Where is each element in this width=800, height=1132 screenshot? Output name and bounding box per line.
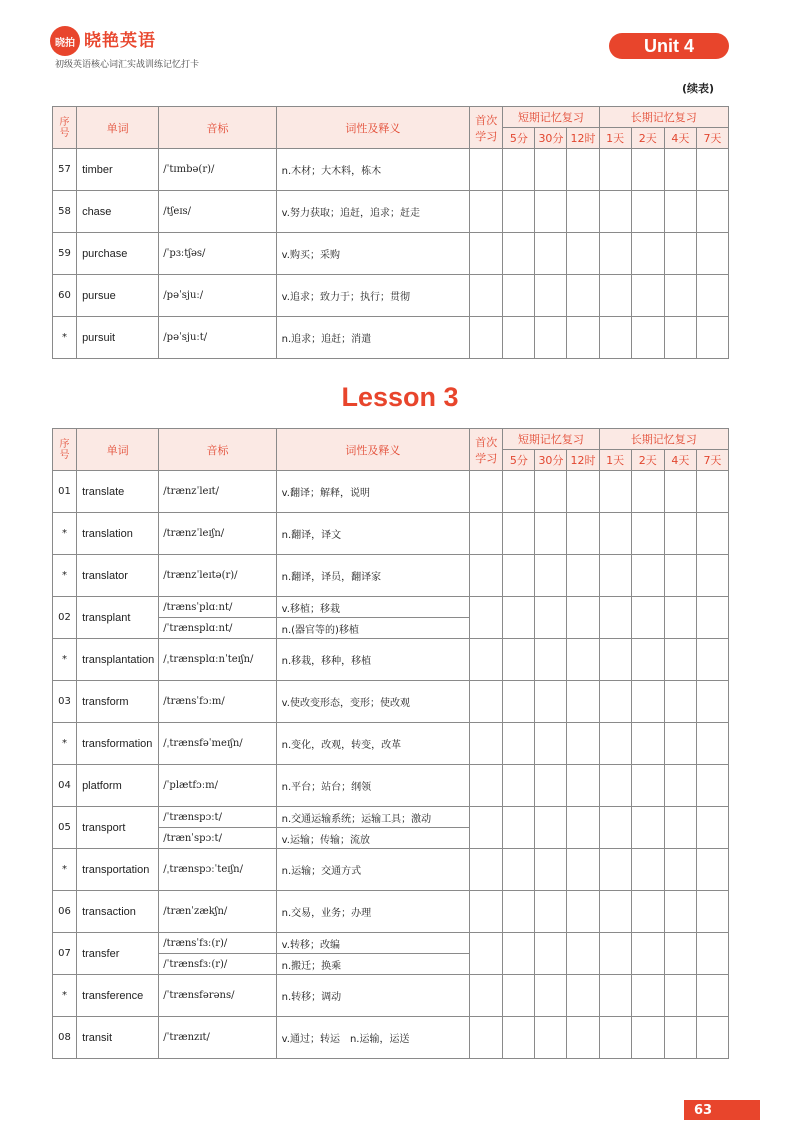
row-definition: n.平台；站台；纲领 <box>276 765 470 807</box>
review-checkbox-cell[interactable] <box>535 597 567 639</box>
review-checkbox-cell[interactable] <box>567 933 599 975</box>
review-checkbox-cell[interactable] <box>631 149 664 191</box>
review-checkbox-cell[interactable] <box>631 723 664 765</box>
row-word: transit <box>77 1017 159 1059</box>
row-word: transaction <box>77 891 159 933</box>
review-checkbox-cell[interactable] <box>503 513 535 555</box>
header-seq: 序号 <box>53 107 77 149</box>
review-checkbox-cell[interactable] <box>631 975 664 1017</box>
row-number: 02 <box>53 597 77 639</box>
review-checkbox-cell[interactable] <box>535 891 567 933</box>
row-number: 59 <box>53 233 77 275</box>
review-checkbox-cell[interactable] <box>599 513 631 555</box>
row-definition: v.移植；移栽 <box>276 597 470 618</box>
review-checkbox-cell[interactable] <box>599 597 631 639</box>
header-phonetic: 音标 <box>159 107 276 149</box>
review-checkbox-cell[interactable] <box>470 555 503 597</box>
review-checkbox-cell[interactable] <box>696 849 728 891</box>
review-checkbox-cell[interactable] <box>567 597 599 639</box>
review-checkbox-cell[interactable] <box>664 849 696 891</box>
review-checkbox-cell[interactable] <box>696 597 728 639</box>
review-checkbox-cell[interactable] <box>470 765 503 807</box>
row-word: translate <box>77 471 159 513</box>
review-checkbox-cell[interactable] <box>470 317 503 359</box>
header-short-term: 短期记忆复习 <box>503 107 599 128</box>
review-checkbox-cell[interactable] <box>696 275 728 317</box>
review-checkbox-cell[interactable] <box>631 639 664 681</box>
review-checkbox-cell[interactable] <box>631 471 664 513</box>
header-short-interval: 12时 <box>567 450 599 471</box>
header-seq: 序号 <box>53 429 77 471</box>
row-phonetic: /ˈtrænsplɑːnt/ <box>159 618 276 639</box>
row-number: * <box>53 555 77 597</box>
table-row <box>53 471 729 513</box>
vocab-table-2 <box>52 428 729 1059</box>
row-word: transplant <box>77 597 159 639</box>
review-checkbox-cell[interactable] <box>535 317 567 359</box>
review-checkbox-cell[interactable] <box>535 1017 567 1059</box>
review-checkbox-cell[interactable] <box>631 275 664 317</box>
review-checkbox-cell[interactable] <box>503 555 535 597</box>
table-row <box>53 317 729 359</box>
review-checkbox-cell[interactable] <box>503 765 535 807</box>
header-short-interval: 5分 <box>503 128 535 149</box>
header-short-interval: 5分 <box>503 450 535 471</box>
table-row <box>53 191 729 233</box>
header-long-interval: 1天 <box>599 128 631 149</box>
review-checkbox-cell[interactable] <box>470 807 503 849</box>
review-checkbox-cell[interactable] <box>599 765 631 807</box>
review-checkbox-cell[interactable] <box>696 1017 728 1059</box>
row-phonetic: /ˌtrænsplɑːnˈteɪʃn/ <box>159 639 276 681</box>
review-checkbox-cell[interactable] <box>567 149 599 191</box>
review-checkbox-cell[interactable] <box>503 191 535 233</box>
review-checkbox-cell[interactable] <box>567 555 599 597</box>
row-phonetic: /ˈtɪmbə(r)/ <box>159 149 276 191</box>
row-phonetic: /pəˈsjuːt/ <box>159 317 276 359</box>
row-number: * <box>53 639 77 681</box>
review-checkbox-cell[interactable] <box>631 1017 664 1059</box>
review-checkbox-cell[interactable] <box>696 681 728 723</box>
row-definition: n.木材；大木料，栋木 <box>276 149 470 191</box>
row-phonetic: /trænzˈleɪt/ <box>159 471 276 513</box>
row-word: transport <box>77 807 159 849</box>
review-checkbox-cell[interactable] <box>535 471 567 513</box>
review-checkbox-cell[interactable] <box>535 723 567 765</box>
review-checkbox-cell[interactable] <box>696 765 728 807</box>
row-phonetic: /trænsˈfɔːm/ <box>159 681 276 723</box>
row-definition: v.购买；采购 <box>276 233 470 275</box>
review-checkbox-cell[interactable] <box>503 1017 535 1059</box>
continued-label: (续表) <box>682 82 715 95</box>
row-word: timber <box>77 149 159 191</box>
row-word: chase <box>77 191 159 233</box>
row-number: 60 <box>53 275 77 317</box>
row-definition: n.变化，改观，转变，改革 <box>276 723 470 765</box>
review-checkbox-cell[interactable] <box>567 807 599 849</box>
table-row <box>53 233 729 275</box>
review-checkbox-cell[interactable] <box>567 849 599 891</box>
row-number: 03 <box>53 681 77 723</box>
table-row <box>53 149 729 191</box>
review-checkbox-cell[interactable] <box>599 191 631 233</box>
review-checkbox-cell[interactable] <box>567 275 599 317</box>
review-checkbox-cell[interactable] <box>599 149 631 191</box>
review-checkbox-cell[interactable] <box>535 765 567 807</box>
review-checkbox-cell[interactable] <box>503 317 535 359</box>
row-definition: n.翻译，译文 <box>276 513 470 555</box>
review-checkbox-cell[interactable] <box>664 513 696 555</box>
row-word: transformation <box>77 723 159 765</box>
table-header-row <box>53 429 729 450</box>
row-word: transference <box>77 975 159 1017</box>
review-checkbox-cell[interactable] <box>599 317 631 359</box>
review-checkbox-cell[interactable] <box>599 723 631 765</box>
header-definition: 词性及释义 <box>276 107 470 149</box>
review-checkbox-cell[interactable] <box>631 765 664 807</box>
row-phonetic: /trænsˈplɑːnt/ <box>159 597 276 618</box>
review-checkbox-cell[interactable] <box>470 597 503 639</box>
row-definition: n.交易，业务；办理 <box>276 891 470 933</box>
row-definition: v.通过；转运 n.运输，运送 <box>276 1017 470 1059</box>
header-word: 单词 <box>77 107 159 149</box>
row-number: * <box>53 975 77 1017</box>
review-checkbox-cell[interactable] <box>503 933 535 975</box>
review-checkbox-cell[interactable] <box>567 681 599 723</box>
review-checkbox-cell[interactable] <box>631 233 664 275</box>
header-short-interval: 12时 <box>567 128 599 149</box>
row-phonetic: /trænˈzækʃn/ <box>159 891 276 933</box>
row-word: pursue <box>77 275 159 317</box>
header-long-interval: 1天 <box>599 450 631 471</box>
table-row <box>53 975 729 1017</box>
row-number: 05 <box>53 807 77 849</box>
review-checkbox-cell[interactable] <box>664 555 696 597</box>
brand-name: 晓艳英语 <box>84 31 156 51</box>
row-phonetic: /ˌtrænsfəˈmeɪʃn/ <box>159 723 276 765</box>
row-number: * <box>53 317 77 359</box>
review-checkbox-cell[interactable] <box>664 681 696 723</box>
row-number: 57 <box>53 149 77 191</box>
review-checkbox-cell[interactable] <box>470 233 503 275</box>
review-checkbox-cell[interactable] <box>696 513 728 555</box>
review-checkbox-cell[interactable] <box>470 723 503 765</box>
brand-logo-icon: 晓拍 <box>50 26 80 56</box>
review-checkbox-cell[interactable] <box>567 471 599 513</box>
header-long-interval: 7天 <box>696 450 728 471</box>
row-definition: v.追求；致力于；执行；贯彻 <box>276 275 470 317</box>
review-checkbox-cell[interactable] <box>696 471 728 513</box>
table-row <box>53 807 729 828</box>
header-first-study: 首次学习 <box>470 429 503 471</box>
row-definition: n.翻译，译员，翻译家 <box>276 555 470 597</box>
review-checkbox-cell[interactable] <box>631 555 664 597</box>
review-checkbox-cell[interactable] <box>535 149 567 191</box>
review-checkbox-cell[interactable] <box>631 513 664 555</box>
table-row <box>53 597 729 618</box>
review-checkbox-cell[interactable] <box>599 891 631 933</box>
row-definition: v.使改变形态，变形；使改观 <box>276 681 470 723</box>
table-row <box>53 765 729 807</box>
review-checkbox-cell[interactable] <box>599 975 631 1017</box>
review-checkbox-cell[interactable] <box>503 723 535 765</box>
review-checkbox-cell[interactable] <box>535 555 567 597</box>
review-checkbox-cell[interactable] <box>696 975 728 1017</box>
lesson-title: Lesson 3 <box>341 382 459 412</box>
review-checkbox-cell[interactable] <box>503 681 535 723</box>
review-checkbox-cell[interactable] <box>599 681 631 723</box>
row-number: * <box>53 849 77 891</box>
row-number: * <box>53 513 77 555</box>
review-checkbox-cell[interactable] <box>664 471 696 513</box>
header-short-term: 短期记忆复习 <box>503 429 599 450</box>
review-checkbox-cell[interactable] <box>631 317 664 359</box>
review-checkbox-cell[interactable] <box>696 149 728 191</box>
review-checkbox-cell[interactable] <box>567 1017 599 1059</box>
row-phonetic: /trænsˈfɜː(r)/ <box>159 933 276 954</box>
review-checkbox-cell[interactable] <box>535 933 567 975</box>
review-checkbox-cell[interactable] <box>599 471 631 513</box>
review-checkbox-cell[interactable] <box>664 275 696 317</box>
review-checkbox-cell[interactable] <box>503 233 535 275</box>
header-long-term: 长期记忆复习 <box>599 429 728 450</box>
row-phonetic: /trænˈspɔːt/ <box>159 828 276 849</box>
row-phonetic: /trænzˈleɪʃn/ <box>159 513 276 555</box>
review-checkbox-cell[interactable] <box>664 317 696 359</box>
review-checkbox-cell[interactable] <box>696 723 728 765</box>
page-number: 63 <box>684 1100 760 1120</box>
review-checkbox-cell[interactable] <box>599 555 631 597</box>
review-checkbox-cell[interactable] <box>599 1017 631 1059</box>
row-definition: n.搬迁；换乘 <box>276 954 470 975</box>
review-checkbox-cell[interactable] <box>470 513 503 555</box>
row-number: 08 <box>53 1017 77 1059</box>
review-checkbox-cell[interactable] <box>664 975 696 1017</box>
row-definition: n.交通运输系统；运输工具；激动 <box>276 807 470 828</box>
review-checkbox-cell[interactable] <box>664 233 696 275</box>
row-phonetic: /ˌtrænspɔːˈteɪʃn/ <box>159 849 276 891</box>
review-checkbox-cell[interactable] <box>503 639 535 681</box>
row-phonetic: /tʃeɪs/ <box>159 191 276 233</box>
row-phonetic: /pəˈsjuː/ <box>159 275 276 317</box>
header-first-study: 首次学习 <box>470 107 503 149</box>
header-long-interval: 2天 <box>631 128 664 149</box>
header-definition: 词性及释义 <box>276 429 470 471</box>
row-number: 01 <box>53 471 77 513</box>
row-number: * <box>53 723 77 765</box>
review-checkbox-cell[interactable] <box>664 639 696 681</box>
header-word: 单词 <box>77 429 159 471</box>
review-checkbox-cell[interactable] <box>599 233 631 275</box>
header-long-interval: 4天 <box>664 128 696 149</box>
review-checkbox-cell[interactable] <box>470 891 503 933</box>
review-checkbox-cell[interactable] <box>664 765 696 807</box>
review-checkbox-cell[interactable] <box>470 975 503 1017</box>
row-word: purchase <box>77 233 159 275</box>
review-checkbox-cell[interactable] <box>503 597 535 639</box>
row-word: translator <box>77 555 159 597</box>
table-row <box>53 639 729 681</box>
review-checkbox-cell[interactable] <box>503 149 535 191</box>
review-checkbox-cell[interactable] <box>567 975 599 1017</box>
row-definition: n.移栽，移种，移植 <box>276 639 470 681</box>
review-checkbox-cell[interactable] <box>696 891 728 933</box>
row-phonetic: /ˈtrænsfɜː(r)/ <box>159 954 276 975</box>
review-checkbox-cell[interactable] <box>599 639 631 681</box>
review-checkbox-cell[interactable] <box>696 233 728 275</box>
row-phonetic: /ˈtrænspɔːt/ <box>159 807 276 828</box>
row-word: transportation <box>77 849 159 891</box>
review-checkbox-cell[interactable] <box>535 849 567 891</box>
row-number: 07 <box>53 933 77 975</box>
brand-subtitle: 初级英语核心词汇实战训练记忆打卡 <box>55 60 200 70</box>
review-checkbox-cell[interactable] <box>599 807 631 849</box>
review-checkbox-cell[interactable] <box>599 933 631 975</box>
review-checkbox-cell[interactable] <box>535 233 567 275</box>
review-checkbox-cell[interactable] <box>664 1017 696 1059</box>
review-checkbox-cell[interactable] <box>567 513 599 555</box>
row-phonetic: /ˈplætfɔːm/ <box>159 765 276 807</box>
row-word: pursuit <box>77 317 159 359</box>
review-checkbox-cell[interactable] <box>503 975 535 1017</box>
review-checkbox-cell[interactable] <box>631 933 664 975</box>
review-checkbox-cell[interactable] <box>664 191 696 233</box>
row-number: 06 <box>53 891 77 933</box>
vocab-table-1 <box>52 106 729 359</box>
review-checkbox-cell[interactable] <box>503 891 535 933</box>
row-definition: n.转移；调动 <box>276 975 470 1017</box>
header-long-term: 长期记忆复习 <box>599 107 728 128</box>
review-checkbox-cell[interactable] <box>470 149 503 191</box>
review-checkbox-cell[interactable] <box>567 233 599 275</box>
review-checkbox-cell[interactable] <box>535 639 567 681</box>
review-checkbox-cell[interactable] <box>567 723 599 765</box>
review-checkbox-cell[interactable] <box>503 849 535 891</box>
header-long-interval: 7天 <box>696 128 728 149</box>
review-checkbox-cell[interactable] <box>567 191 599 233</box>
review-checkbox-cell[interactable] <box>470 639 503 681</box>
header-short-interval: 30分 <box>535 128 567 149</box>
review-checkbox-cell[interactable] <box>503 275 535 317</box>
table-row <box>53 681 729 723</box>
review-checkbox-cell[interactable] <box>470 849 503 891</box>
review-checkbox-cell[interactable] <box>535 681 567 723</box>
review-checkbox-cell[interactable] <box>535 191 567 233</box>
table-row <box>53 513 729 555</box>
review-checkbox-cell[interactable] <box>696 807 728 849</box>
review-checkbox-cell[interactable] <box>567 639 599 681</box>
unit-badge: Unit 4 <box>609 33 729 59</box>
review-checkbox-cell[interactable] <box>535 807 567 849</box>
row-definition: v.翻译；解释，说明 <box>276 471 470 513</box>
row-word: transfer <box>77 933 159 975</box>
review-checkbox-cell[interactable] <box>664 933 696 975</box>
table-row <box>53 849 729 891</box>
row-definition: v.运输；传输；流放 <box>276 828 470 849</box>
review-checkbox-cell[interactable] <box>567 317 599 359</box>
row-word: transplantation <box>77 639 159 681</box>
review-checkbox-cell[interactable] <box>503 471 535 513</box>
review-checkbox-cell[interactable] <box>470 191 503 233</box>
row-definition: n.(器官等的)移植 <box>276 618 470 639</box>
review-checkbox-cell[interactable] <box>664 891 696 933</box>
review-checkbox-cell[interactable] <box>631 597 664 639</box>
review-checkbox-cell[interactable] <box>599 275 631 317</box>
row-definition: v.努力获取；追赶，追求；赶走 <box>276 191 470 233</box>
table-row <box>53 1017 729 1059</box>
review-checkbox-cell[interactable] <box>631 807 664 849</box>
review-checkbox-cell[interactable] <box>631 681 664 723</box>
review-checkbox-cell[interactable] <box>696 933 728 975</box>
row-definition: n.追求；追赶；消遣 <box>276 317 470 359</box>
review-checkbox-cell[interactable] <box>696 191 728 233</box>
review-checkbox-cell[interactable] <box>470 1017 503 1059</box>
review-checkbox-cell[interactable] <box>535 513 567 555</box>
review-checkbox-cell[interactable] <box>664 597 696 639</box>
row-phonetic: /ˈpɜːtʃəs/ <box>159 233 276 275</box>
review-checkbox-cell[interactable] <box>470 933 503 975</box>
review-checkbox-cell[interactable] <box>535 975 567 1017</box>
row-word: transform <box>77 681 159 723</box>
row-phonetic: /trænzˈleɪtə(r)/ <box>159 555 276 597</box>
review-checkbox-cell[interactable] <box>696 317 728 359</box>
review-checkbox-cell[interactable] <box>599 849 631 891</box>
review-checkbox-cell[interactable] <box>696 555 728 597</box>
review-checkbox-cell[interactable] <box>664 807 696 849</box>
row-number: 04 <box>53 765 77 807</box>
table-row <box>53 933 729 954</box>
review-checkbox-cell[interactable] <box>535 275 567 317</box>
review-checkbox-cell[interactable] <box>470 275 503 317</box>
header-long-interval: 2天 <box>631 450 664 471</box>
table-header-row <box>53 107 729 128</box>
review-checkbox-cell[interactable] <box>503 807 535 849</box>
review-checkbox-cell[interactable] <box>664 149 696 191</box>
header-phonetic: 音标 <box>159 429 276 471</box>
review-checkbox-cell[interactable] <box>631 891 664 933</box>
review-checkbox-cell[interactable] <box>696 639 728 681</box>
row-phonetic: /ˈtrænzɪt/ <box>159 1017 276 1059</box>
row-word: platform <box>77 765 159 807</box>
table-row <box>53 275 729 317</box>
review-checkbox-cell[interactable] <box>470 471 503 513</box>
table-row <box>53 723 729 765</box>
table-row <box>53 891 729 933</box>
review-checkbox-cell[interactable] <box>631 849 664 891</box>
header-short-interval: 30分 <box>535 450 567 471</box>
row-word: translation <box>77 513 159 555</box>
table-row <box>53 555 729 597</box>
review-checkbox-cell[interactable] <box>631 191 664 233</box>
row-definition: n.运输；交通方式 <box>276 849 470 891</box>
row-phonetic: /ˈtrænsfərəns/ <box>159 975 276 1017</box>
header-long-interval: 4天 <box>664 450 696 471</box>
row-number: 58 <box>53 191 77 233</box>
row-definition: v.转移；改编 <box>276 933 470 954</box>
review-checkbox-cell[interactable] <box>567 891 599 933</box>
review-checkbox-cell[interactable] <box>470 681 503 723</box>
review-checkbox-cell[interactable] <box>567 765 599 807</box>
review-checkbox-cell[interactable] <box>664 723 696 765</box>
